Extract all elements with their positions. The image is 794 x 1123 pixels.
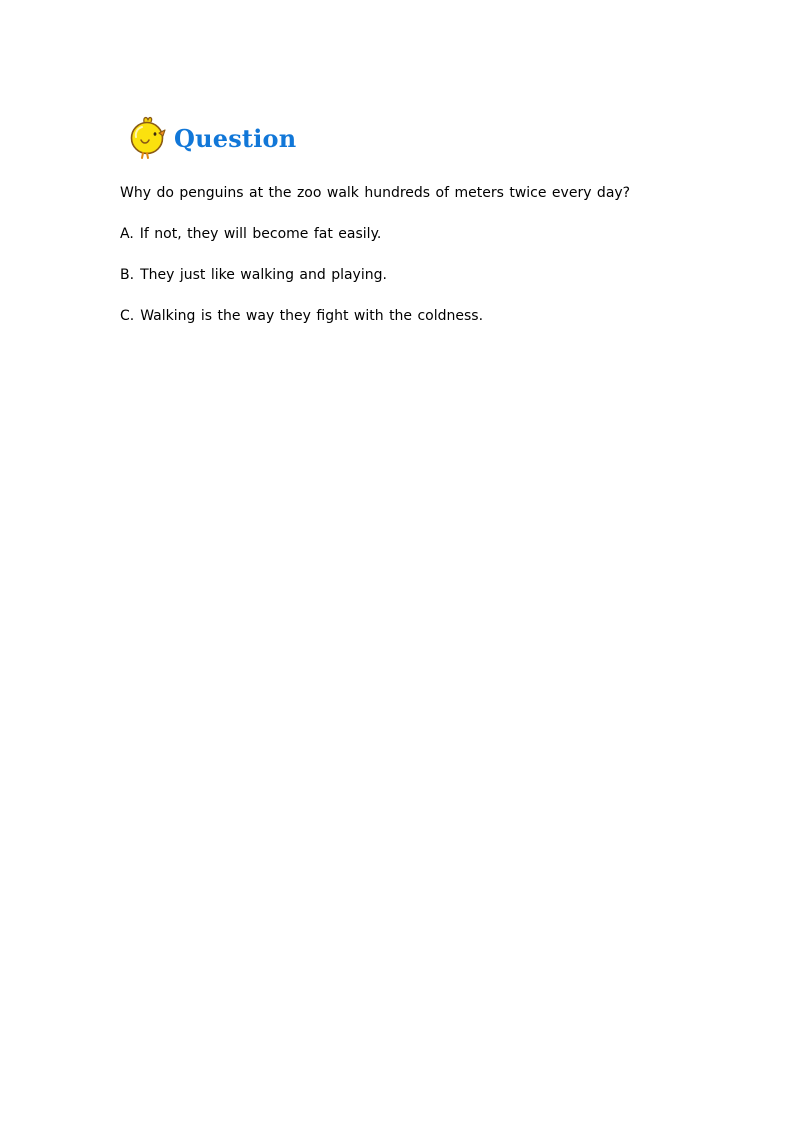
option-b: [120, 265, 680, 285]
option-a-text: If not, they will become fat easily.: [139, 226, 382, 242]
option-c: [120, 306, 680, 326]
question-text: Why do penguins at the zoo walk hundreds of meters twice every day?: [120, 185, 631, 201]
option-c-text: Walking is the way they fight with the coldness.: [140, 308, 484, 324]
question-block: [120, 183, 680, 347]
question-heading: [128, 114, 296, 162]
heading-title: Question: [174, 124, 297, 153]
chick-icon: [128, 115, 168, 161]
option-c-letter: C.: [120, 308, 135, 324]
option-a-letter: A.: [120, 226, 134, 242]
option-b-text: They just like walking and playing.: [140, 267, 387, 283]
option-b-letter: B.: [120, 267, 135, 283]
option-a: [120, 224, 680, 244]
